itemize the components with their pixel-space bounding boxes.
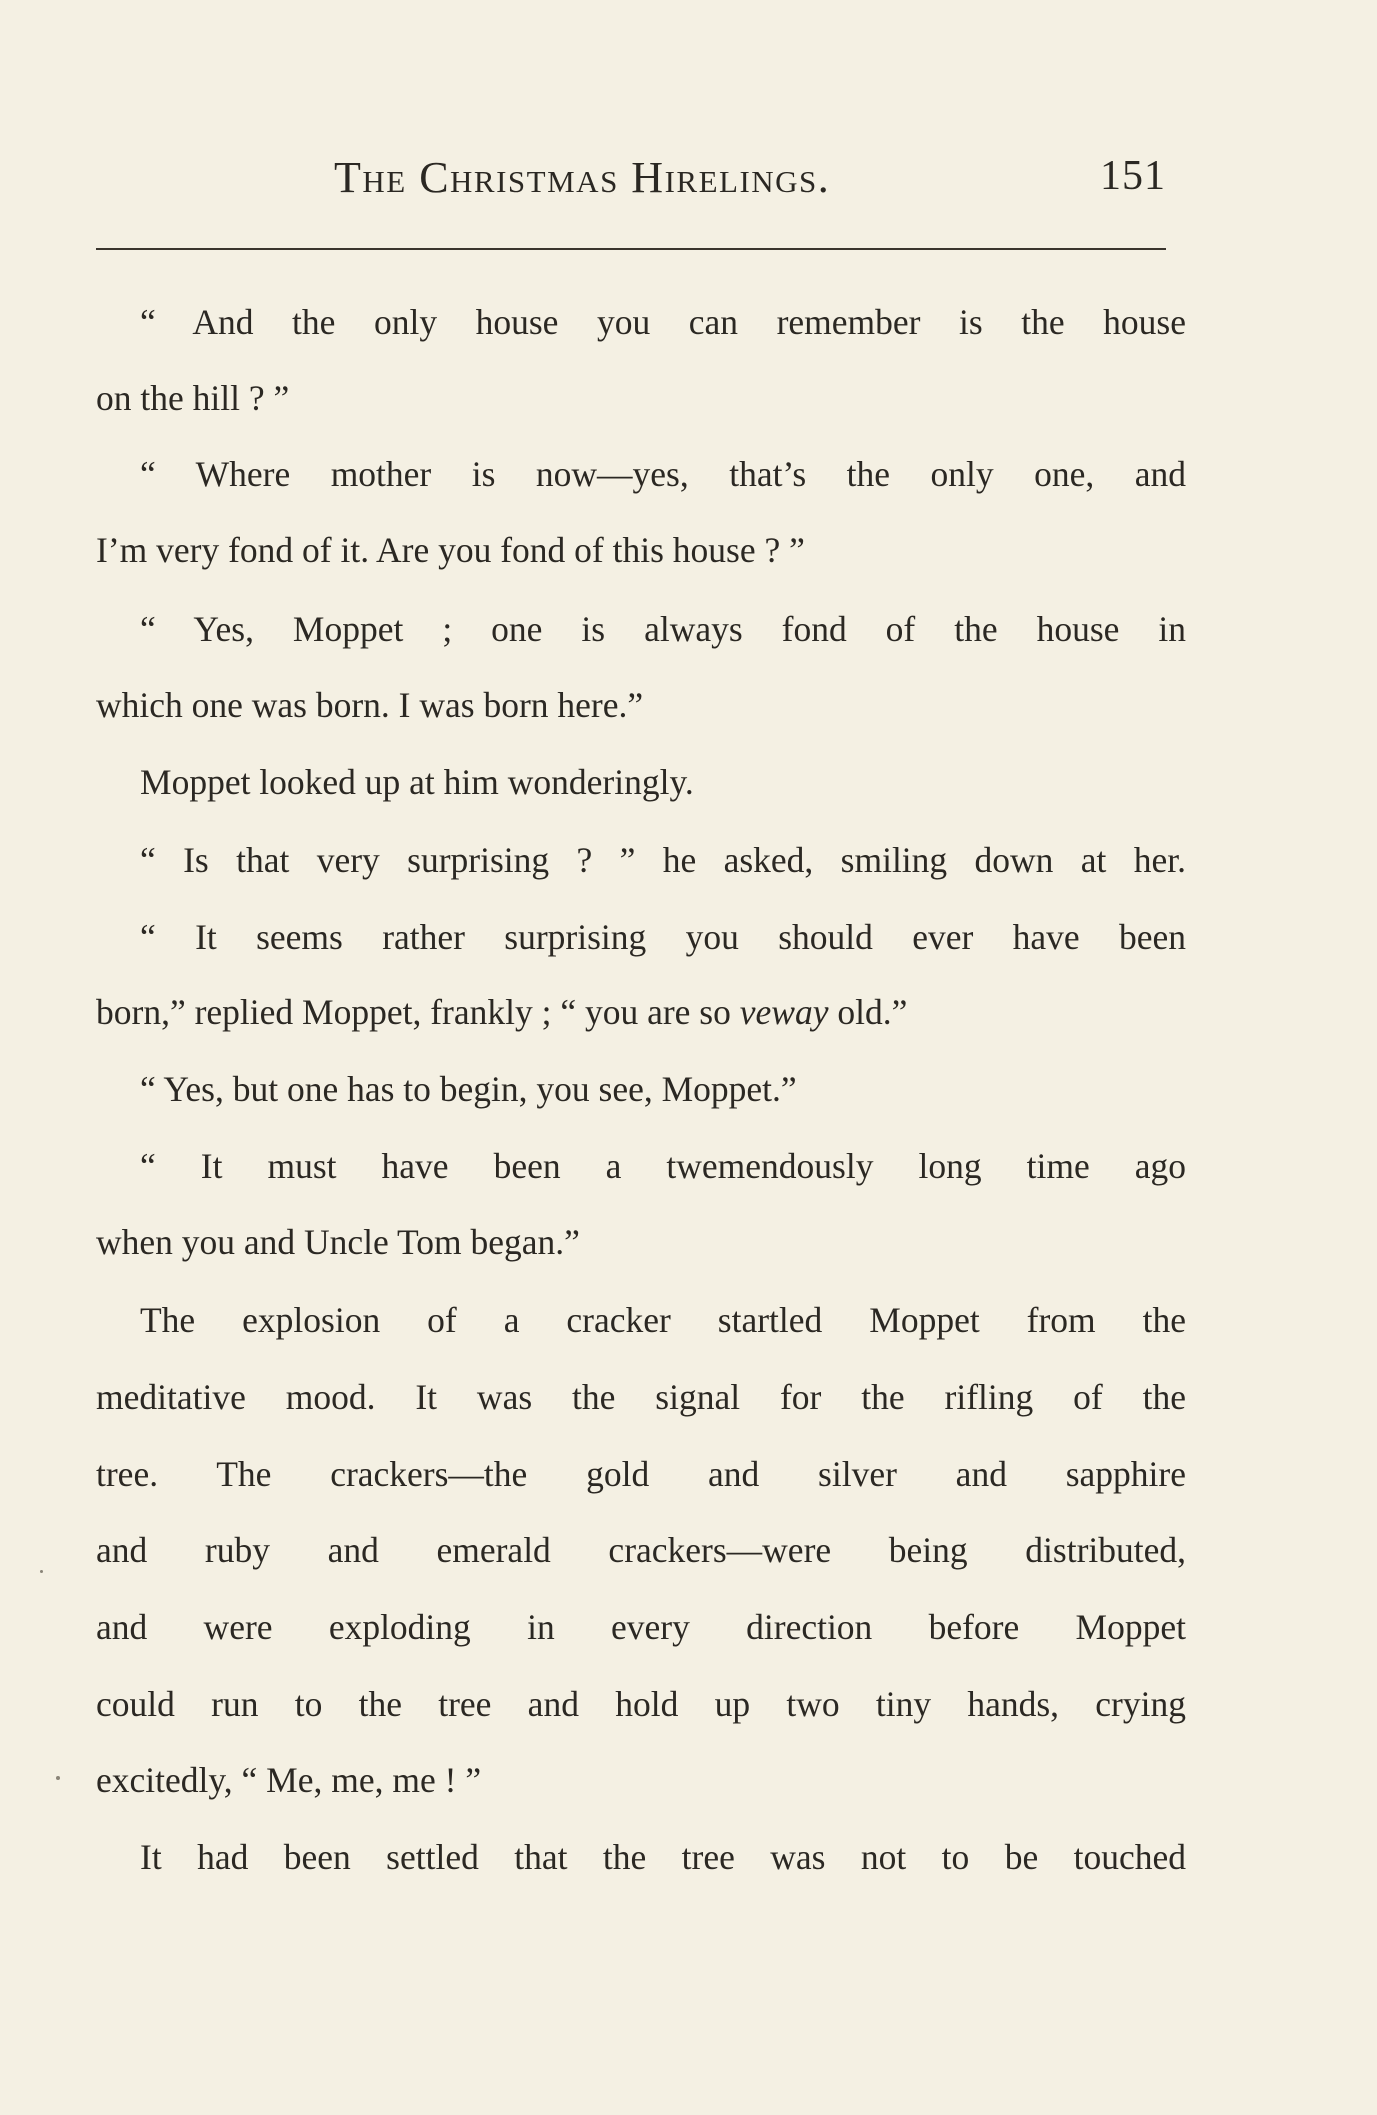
text-line: and were exploding in every direction before Moppet: [96, 1607, 1186, 1647]
text-segment: “ you are so: [560, 992, 740, 1032]
running-title: The Christmas Hirelings.: [334, 153, 831, 202]
text-line: “ Where mother is now—yes, that’s the only one, and: [140, 454, 1186, 494]
page-header: [96, 152, 1166, 212]
text-line: which one was born. I was born here.”: [96, 685, 644, 725]
text-line: “ It must have been a twemendously long time ago: [140, 1146, 1186, 1186]
text-line: Moppet looked up at him wonderingly.: [140, 762, 694, 802]
text-segment: born,” replied Moppet, frankly ;: [96, 992, 552, 1032]
text-line: “ Yes, Moppet ; one is always fond of the house in: [140, 609, 1186, 649]
text-line: on the hill ? ”: [96, 378, 290, 418]
text-line: I’m very fond of it. Are you fond of this house ? ”: [96, 530, 805, 570]
text-line: “ Yes, but one has to begin, you see, Moppet.”: [140, 1069, 797, 1109]
text-line: when you and Uncle Tom began.”: [96, 1222, 580, 1262]
italic-word: veway: [739, 992, 829, 1032]
page-number: 151: [1100, 153, 1166, 199]
text-line: The explosion of a cracker startled Moppet from the: [140, 1300, 1186, 1340]
header-rule: [96, 248, 1166, 250]
text-line: It had been settled that the tree was not to be touched: [140, 1837, 1186, 1877]
text-line: [96, 990, 907, 1034]
text-line: could run to the tree and hold up two tiny hands, crying: [96, 1684, 1186, 1724]
paper-speck: [40, 1570, 43, 1573]
text-segment: old.”: [828, 992, 908, 1032]
paper-speck: [56, 1776, 60, 1780]
text-line: and ruby and emerald crackers—were being distributed,: [96, 1530, 1186, 1570]
text-line: meditative mood. It was the signal for the rifling of the: [96, 1377, 1186, 1417]
text-line: tree. The crackers—the gold and silver and sapphire: [96, 1454, 1186, 1494]
text-line: “ And the only house you can remember is the house: [140, 302, 1186, 342]
text-line: excitedly, “ Me, me, me ! ”: [96, 1760, 482, 1800]
text-line: “ Is that very surprising ? ” he asked, smiling down at her.: [140, 840, 1186, 880]
text-line: “ It seems rather surprising you should ever have been: [140, 917, 1186, 957]
